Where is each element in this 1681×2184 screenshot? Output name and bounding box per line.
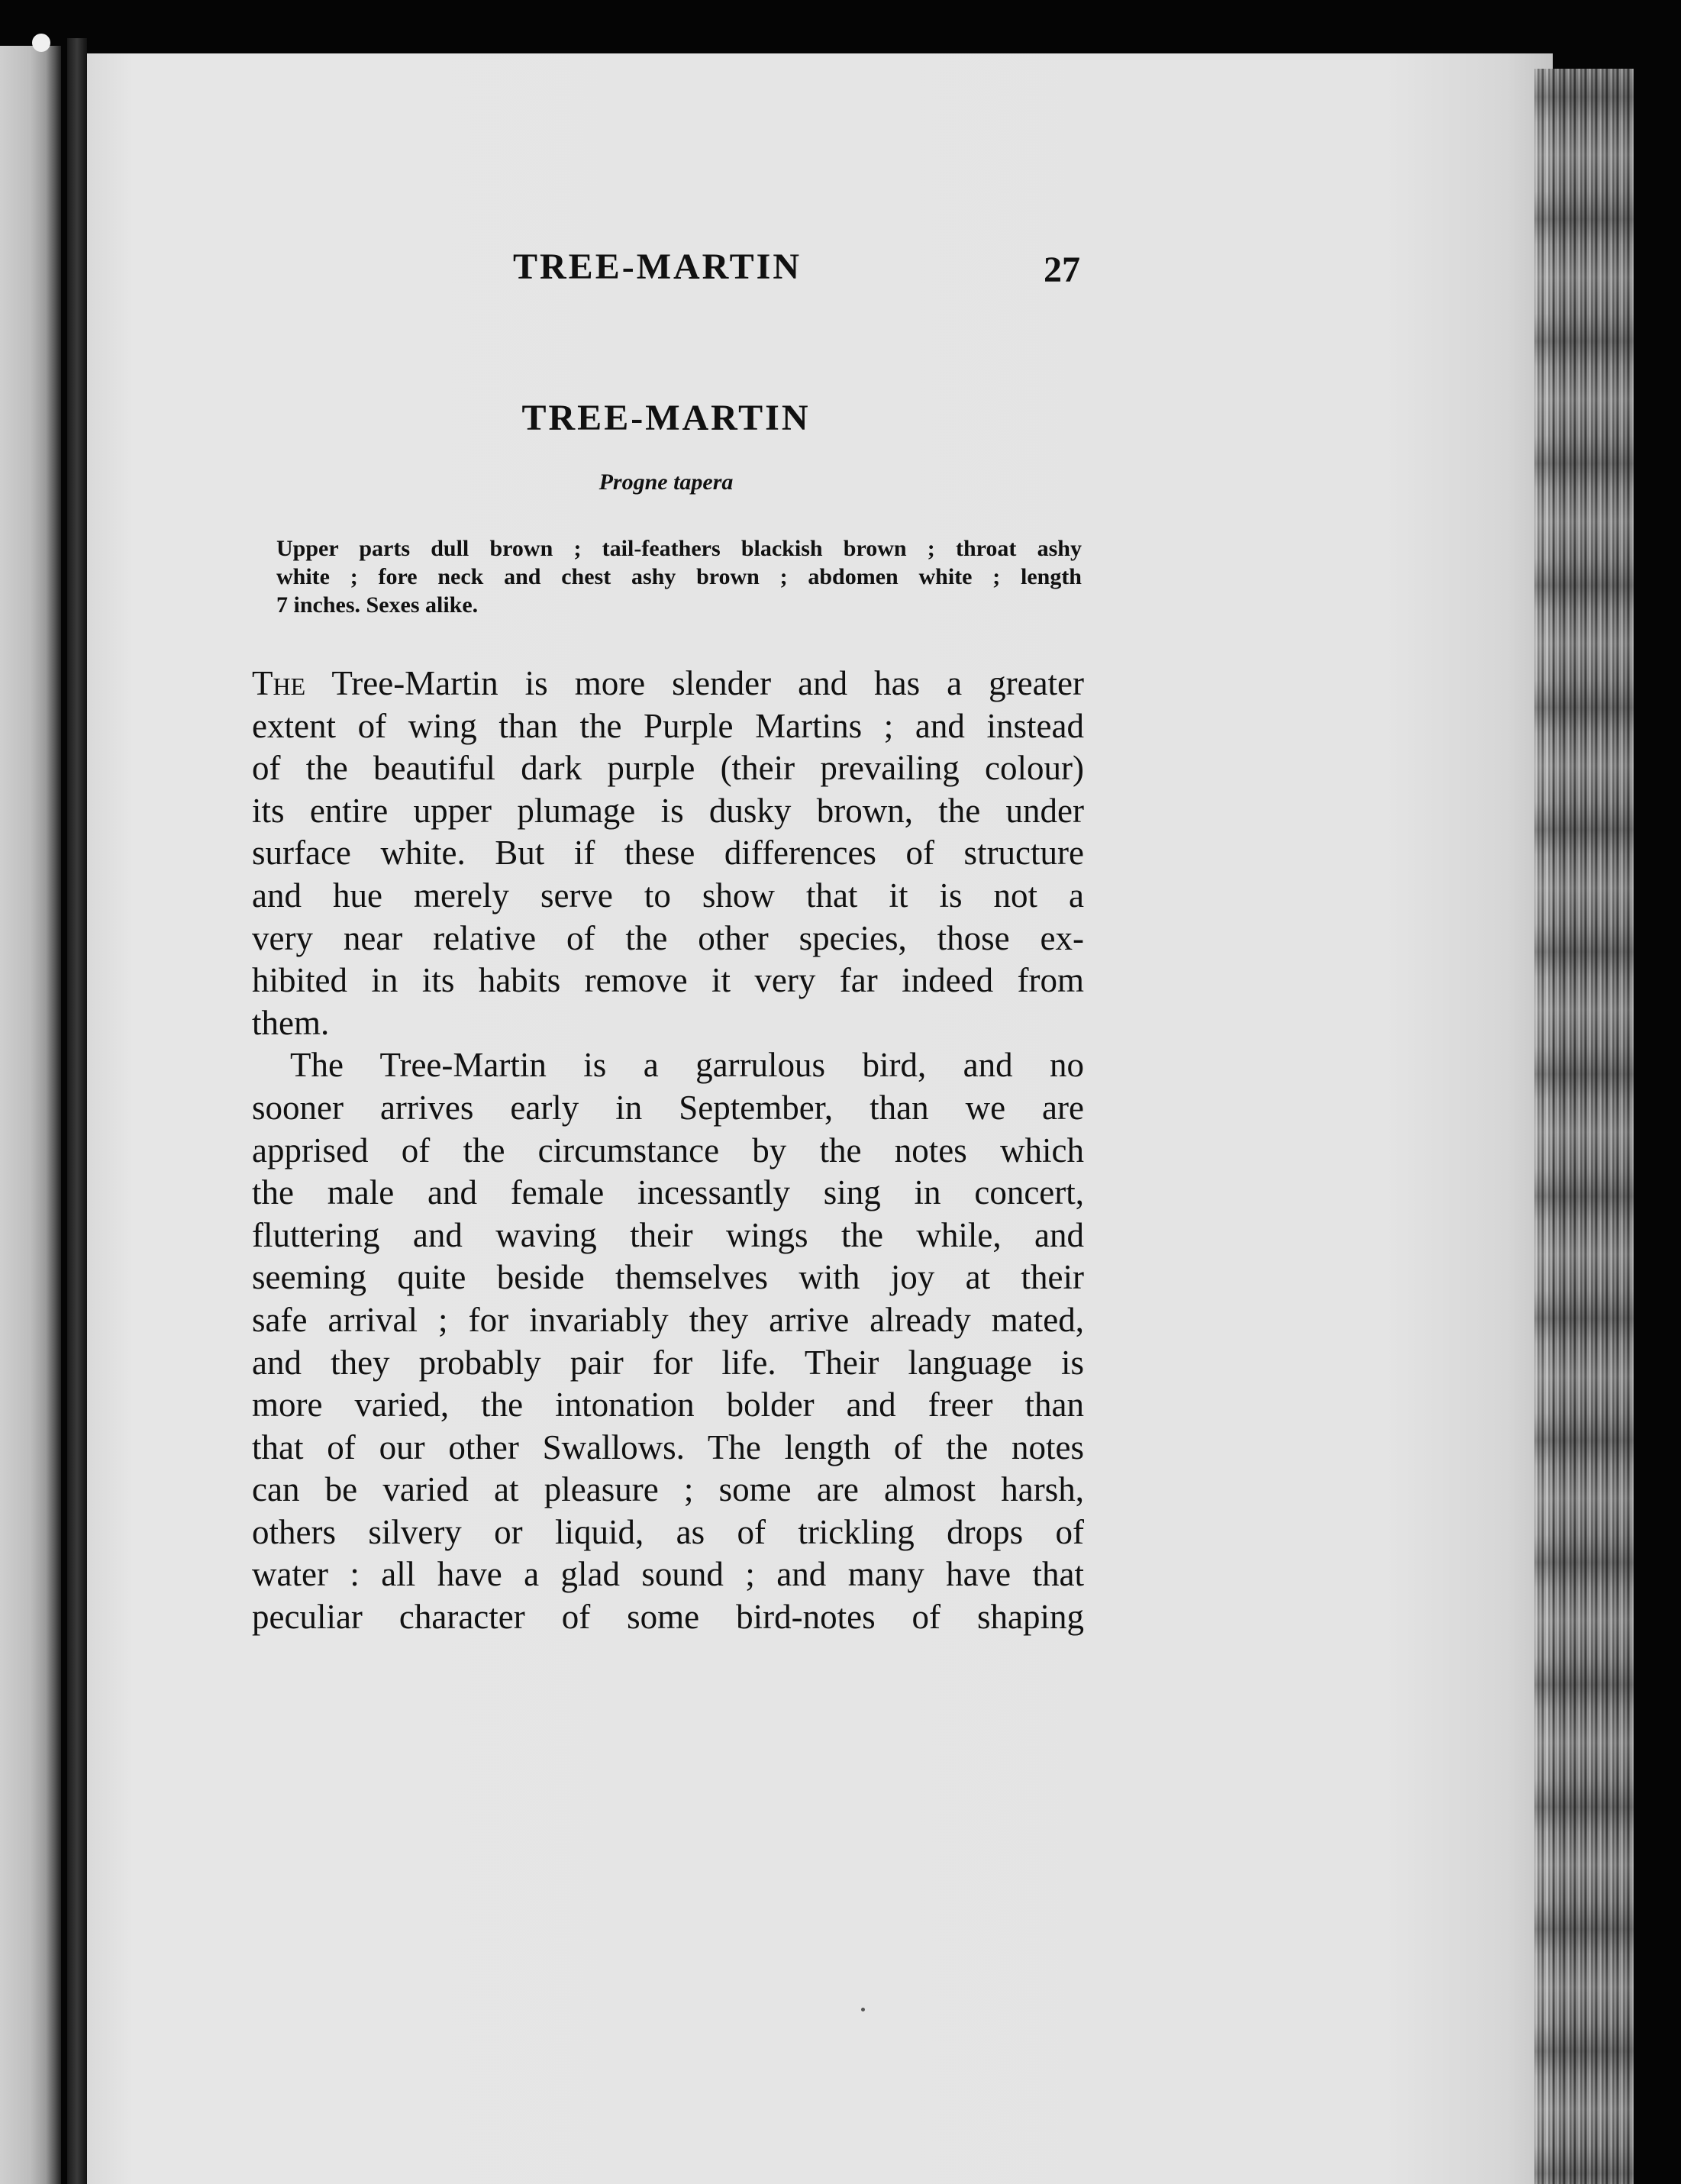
body-text xyxy=(252,663,1084,1639)
body-line: peculiar character of some bird-notes of shaping xyxy=(252,1598,1084,1637)
body-line: seeming quite beside themselves with joy at their xyxy=(252,1258,1084,1297)
running-head-title: TREE-MARTIN xyxy=(513,247,802,287)
body-line: water : all have a glad sound ; and many have that xyxy=(252,1555,1084,1594)
scan-corner-mark xyxy=(32,34,50,52)
stray-ink-mark xyxy=(861,2008,865,2011)
description-line: 7 inches. Sexes alike. xyxy=(276,592,479,618)
body-line: The Tree-Martin is a garrulous bird, and no xyxy=(290,1046,1084,1085)
page-number: 27 xyxy=(1044,250,1080,290)
body-line: safe arrival ; for invariably they arrive already mated, xyxy=(252,1300,1084,1339)
body-line: others silvery or liquid, as of trickling drops of xyxy=(252,1512,1084,1551)
description-line: Upper parts dull brown ; tail-feathers blackish brown ; throat ashy xyxy=(276,536,1082,561)
scientific-name: Progne tapera xyxy=(599,469,734,495)
left-page-edge xyxy=(0,46,61,2184)
body-line: extent of wing than the Purple Martins ; and instead xyxy=(252,706,1084,745)
body-line: and they probably pair for life. Their language is xyxy=(252,1343,1084,1382)
body-line: them. xyxy=(252,1003,330,1042)
body-line: apprised of the circumstance by the notes which xyxy=(252,1131,1084,1169)
body-line: its entire upper plumage is dusky brown, the under xyxy=(252,791,1084,830)
species-description xyxy=(276,534,1082,619)
body-line: fluttering and waving their wings the while, and xyxy=(252,1215,1084,1254)
running-head xyxy=(252,246,1080,299)
body-line xyxy=(252,663,1084,705)
body-line: can be varied at pleasure ; some are almost harsh, xyxy=(252,1470,1084,1509)
body-line: very near relative of the other species, those ex- xyxy=(252,918,1084,957)
page-fore-edge-shading xyxy=(1534,69,1634,2184)
book-gutter xyxy=(67,38,87,2184)
body-line: surface white. But if these differences of structure xyxy=(252,834,1084,873)
body-line: more varied, the intonation bolder and freer than xyxy=(252,1386,1084,1424)
body-line-text: Tree-Martin is more slender and has a greater xyxy=(305,664,1084,702)
body-line: that of our other Swallows. The length of the notes xyxy=(252,1428,1084,1466)
body-line: the male and female incessantly sing in concert, xyxy=(252,1173,1084,1212)
body-line: and hue merely serve to show that it is not a xyxy=(252,876,1084,915)
article-title: TREE-MARTIN xyxy=(521,398,811,438)
body-line: of the beautiful dark purple (their prevailing colour) xyxy=(252,749,1084,788)
description-line: white ; fore neck and chest ashy brown ; abdomen white ; length xyxy=(276,564,1082,589)
body-line: hibited in its habits remove it very far indeed from xyxy=(252,961,1084,1000)
opening-word: The xyxy=(252,664,306,702)
body-line: sooner arrives early in September, than we are xyxy=(252,1088,1084,1127)
